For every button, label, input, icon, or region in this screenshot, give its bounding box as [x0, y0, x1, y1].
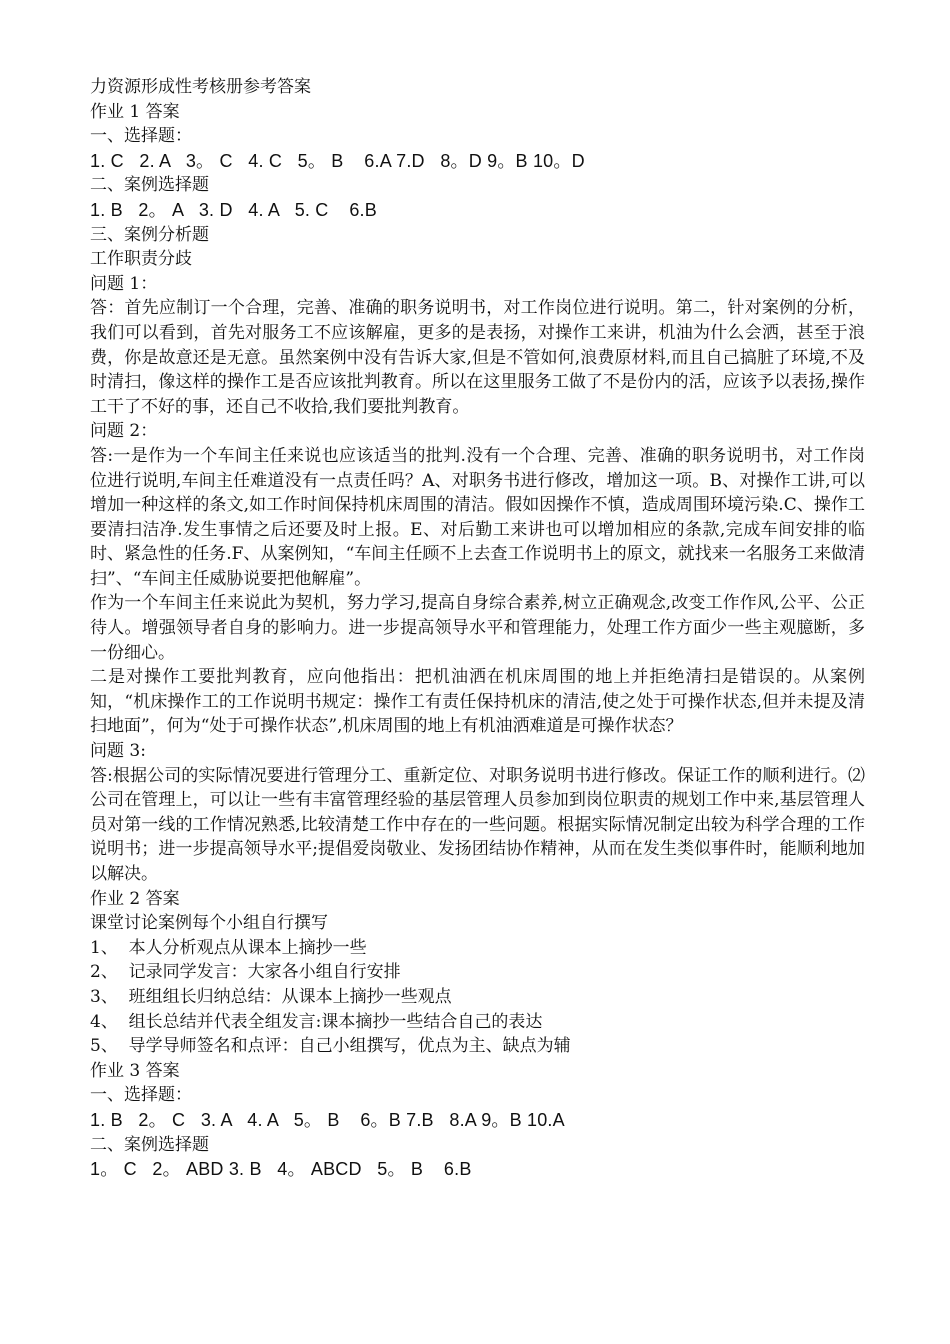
hw1-section1-title: 一、选择题： — [90, 126, 192, 147]
question-1-label: 问题 1： — [90, 273, 158, 294]
hw2-list-item: 5、 导学导师签名和点评：自己小组撰写，优点为主、缺点为辅 — [90, 1036, 571, 1057]
question-2-answer-part3: 二是对操作工要批判教育，应向他指出：把机油洒在机床周围的地上并拒绝清扫是错误的。从案例知，“机床操作工的工作说明书规定：操作工有责任保持机床的清洁,使之处于可操作状态,但并未提及清扫地面”，何为“处于可操作状态”,机床周围的地上有机油洒难道是可操作状态？ — [90, 667, 865, 737]
hw3-heading: 作业 3 答案 — [90, 1060, 180, 1081]
hw3-section2-answers: 1。 C 2。 ABD 3. B 4。 ABCD 5。 B 6.B — [90, 1159, 472, 1180]
hw1-section3-title: 三、案例分析题 — [90, 224, 209, 245]
question-1-answer: 答：首先应制订一个合理，完善、准确的职务说明书，对工作岗位进行说明。第二，针对案例的分析，我们可以看到，首先对服务工不应该解雇，更多的是表扬，对操作工来讲，机油为什么会洒，甚至于浪费，你是故意还是无意。虽然案例中没有告诉大家,但是不管如何,浪费原材料,而且自己搞脏了环境,不及时清扫，像这样的操作工是否应该批判教育。所以在这里服务工做了不是份内的活，应该予以表扬,操作工干了不好的事，还自己不收拾,我们要批判教育。 — [90, 298, 865, 417]
hw2-intro: 课堂讨论案例每个小组自行撰写 — [90, 913, 328, 934]
hw3-section1-answers: 1. B 2。 C 3. A 4. A 5。 B 6。B 7.B 8.A 9。B 10.A — [90, 1109, 565, 1130]
question-3-label: 问题 3: — [90, 741, 146, 762]
hw2-list-item: 2、 记录同学发言：大家各小组自行安排 — [90, 962, 401, 983]
hw2-heading: 作业 2 答案 — [90, 888, 180, 909]
hw2-list-item: 4、 组长总结并代表全组发言:课本摘抄一些结合自己的表达 — [90, 1011, 543, 1032]
document-title: 力资源形成性考核册参考答案 — [90, 77, 311, 97]
hw2-list-item: 3、 班组组长归纳总结：从课本上摘抄一些观点 — [90, 986, 452, 1007]
hw1-heading: 作业 1 答案 — [90, 101, 180, 122]
hw1-section2-answers: 1. B 2。 A 3. D 4. A 5. C 6.B — [90, 199, 377, 220]
hw1-section2-title: 二、案例选择题 — [90, 175, 209, 196]
hw3-section1-title: 一、选择题： — [90, 1085, 192, 1106]
question-3-answer: 答:根据公司的实际情况要进行管理分工、重新定位、对职务说明书进行修改。保证工作的顺利进行。⑵公司在管理上，可以让一些有丰富管理经验的基层管理人员参加到岗位职责的规划工作中来,基层管理人员对第一线的工作情况熟悉,比较清楚工作中存在的一些问题。根据实际情况制定出较为科学合理的工作说明书；进一步提高领导水平;提倡爱岗敬业、发扬团结协作精神，从而在发生类似事件时，能顺利地加以解决。 — [90, 765, 865, 884]
hw2-list-item: 1、 本人分析观点从课本上摘抄一些 — [90, 937, 367, 958]
question-2-answer-part2: 作为一个车间主任来说此为契机，努力学习,提高自身综合素养,树立正确观念,改变工作作风,公平、公正待人。增强领导者自身的影响力。进一步提高领导水平和管理能力，处理工作方面少一些主观臆断，多一份细心。 — [90, 593, 865, 663]
hw1-section1-answers: 1. C 2. A 3。 C 4. C 5。 B 6.A 7.D 8。D 9。B 10。D — [90, 150, 585, 171]
document-page — [90, 75, 865, 1182]
hw3-section2-title: 二、案例选择题 — [90, 1134, 209, 1155]
case-title: 工作职责分歧 — [90, 249, 192, 270]
question-2-label: 问题 2： — [90, 421, 158, 442]
question-2-answer-part1: 答:一是作为一个车间主任来说也应该适当的批判.没有一个合理、完善、准确的职务说明书，对工作岗位进行说明,车间主任难道没有一点责任吗？A、对职务书进行修改，增加这一项。B、对操作工讲,可以增加一种这样的条文,如工作时间保持机床周围的清洁。假如因操作不慎，造成周围环境污染.C、操作工要清扫洁净.发生事情之后还要及时上报。E、对后勤工来讲也可以增加相应的条款,完成车间安排的临时、紧急性的任务.F、从案例知，“车间主任顾不上去查工作说明书上的原文，就找来一名服务工来做清扫”、“车间主任威胁说要把他解雇”。 — [90, 445, 865, 589]
